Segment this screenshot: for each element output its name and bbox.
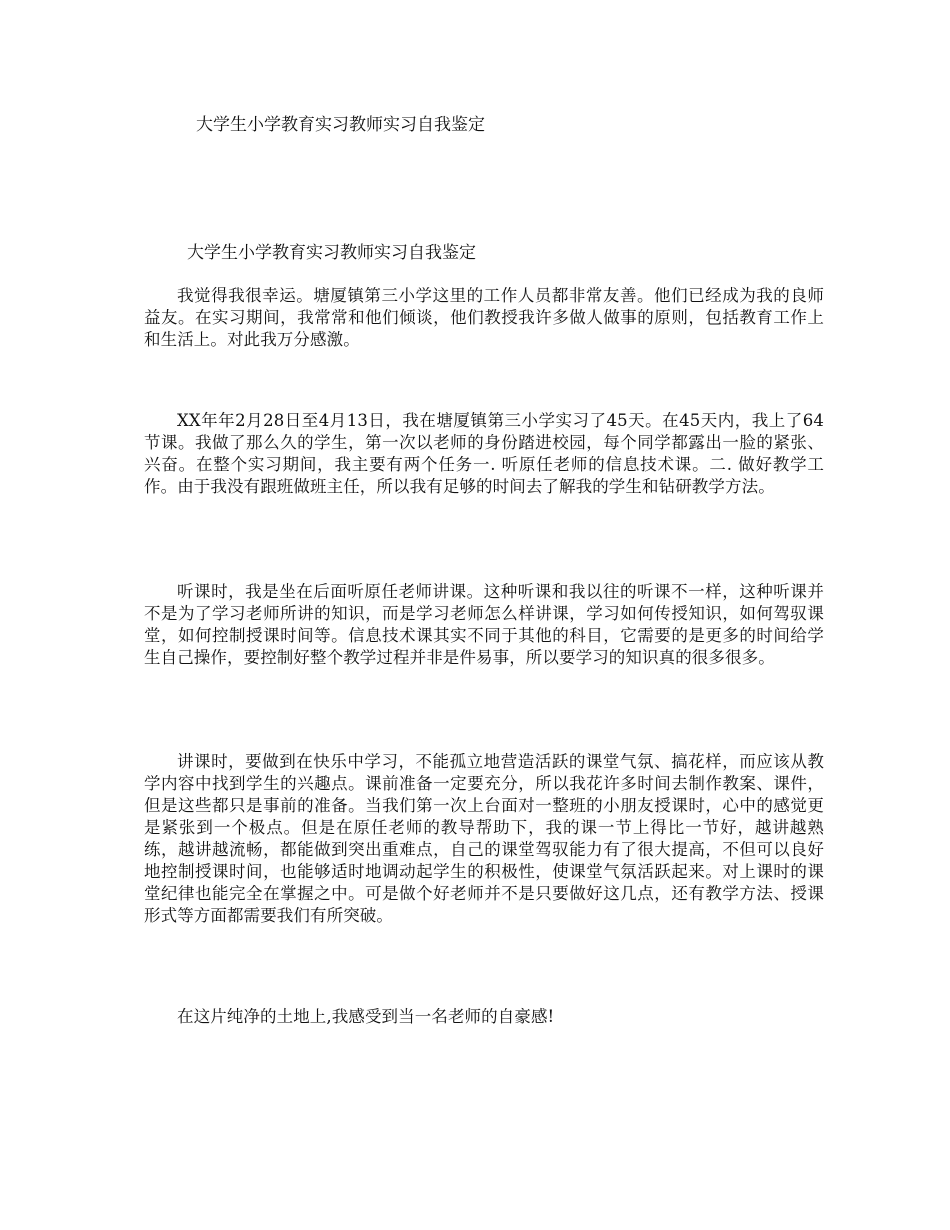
paragraph-4: 讲课时，要做到在快乐中学习，不能孤立地营造活跃的课堂气氛、搞花样，而应该从教学内容中找到学生的兴趣点。课前准备一定要充分，所以我花许多时间去制作教案、课件，但是这些都只是事前的准备。当我们第一次上台面对一整班的小朋友授课时，心中的感觉更是紧张到一个极点。但是在原任老师的教导帮助下，我的课一节上得比一节好，越讲越熟练，越讲越流畅，都能做到突出重难点，自己的课堂驾驭能力有了很大提高，不但可以良好地控制授课时间，也能够适时地调动起学生的积极性，使课堂气氛活跃起来。对上课时的课堂纪律也能完全在掌握之中。可是做个好老师并不是只要做好这几点，还有教学方法、授课形式等方面都需要我们有所突破。 (144, 752, 824, 925)
paragraph-1: 我觉得我很幸运。塘厦镇第三小学这里的工作人员都非常友善。他们已经成为我的良师益友。在实习期间，我常常和他们倾谈，他们教授我许多做人做事的原则，包括教育工作上和生活上。对此我万分感激。 (144, 286, 824, 349)
paragraph-2: XX年年2月28日至4月13日，我在塘厦镇第三小学实习了45天。在45天内，我上了64节课。我做了那么久的学生，第一次以老师的身份踏进校园，每个同学都露出一脸的紧张、兴奋。在整个实习期间，我主要有两个任务一. 听原任老师的信息技术课。二. 做好教学工作。由于我没有跟班做班主任，所以我有足够的时间去了解我的学生和钻研教学方法。 (144, 411, 824, 496)
document-subtitle: 大学生小学教育实习教师实习自我鉴定 (187, 243, 476, 263)
paragraph-5: 在这片纯净的土地上,我感受到当一名老师的自豪感! (177, 1007, 555, 1026)
paragraph-3: 听课时，我是坐在后面听原任老师讲课。这种听课和我以往的听课不一样，这种听课并不是为了学习老师所讲的知识，而是学习老师怎么样讲课，学习如何传授知识，如何驾驭课堂，如何控制授课时间等。信息技术课其实不同于其他的科目，它需要的是更多的时间给学生自己操作，要控制好整个教学过程并非是件易事，所以要学习的知识真的很多很多。 (144, 582, 824, 667)
document-title: 大学生小学教育实习教师实习自我鉴定 (196, 115, 485, 135)
